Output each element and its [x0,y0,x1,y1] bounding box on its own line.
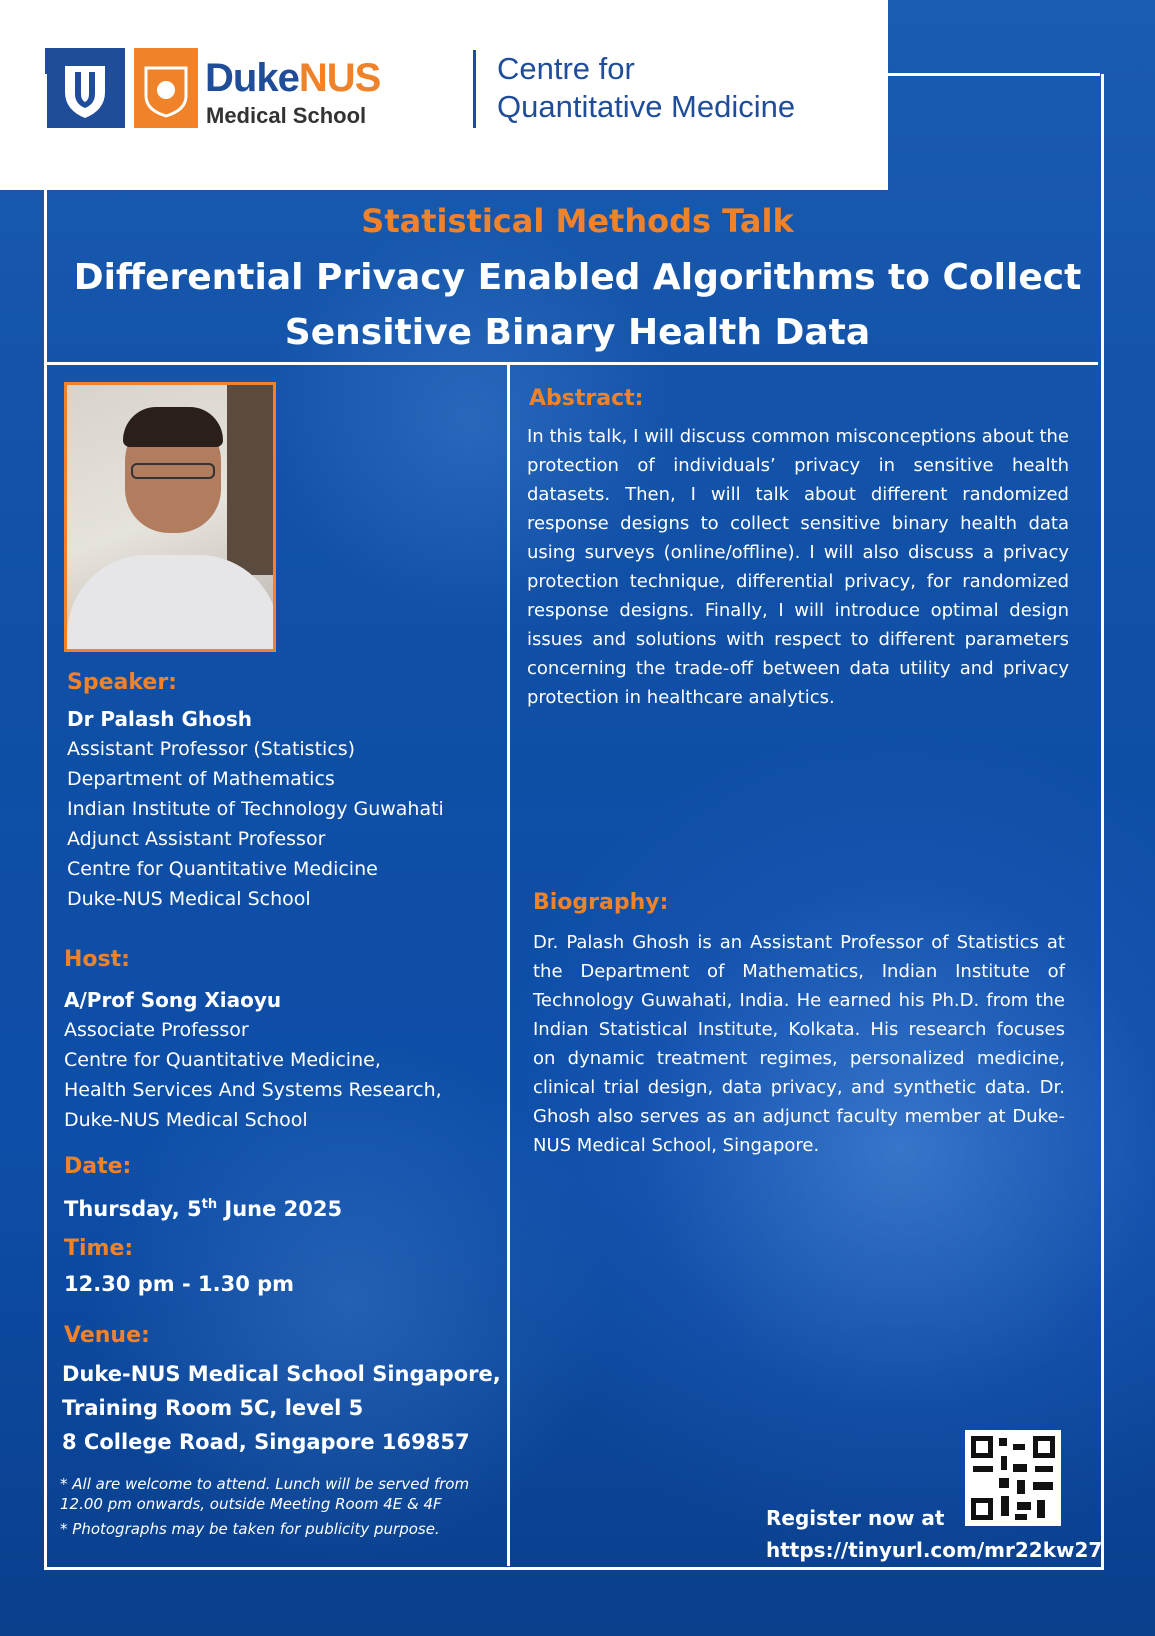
qr-module [1013,1444,1025,1450]
qr-module [1033,1482,1053,1490]
note-lunch-line2: 12.00 pm onwards, outside Meeting Room 4E & 4F [60,1495,442,1513]
qr-module [1001,1456,1007,1470]
biography-label: Biography: [533,890,669,915]
date-rest: June 2025 [217,1197,343,1221]
footnotes [60,1474,469,1539]
host-line: Duke-NUS Medical School [64,1109,308,1131]
speaker-label: Speaker: [67,670,177,695]
centre-line1: Centre for [497,51,635,86]
speaker-photo [64,382,276,652]
photo-shirt [67,555,276,652]
qr-module [1013,1464,1027,1472]
qr-finder [971,1436,993,1458]
speaker-details [67,704,444,914]
host-name: A/Prof Song Xiaoyu [64,988,282,1012]
qr-module [999,1478,1009,1488]
photo-background-window [227,385,276,575]
venue-details [62,1357,501,1459]
photo-hair [123,407,223,447]
outer-frame-top-right [886,73,1100,76]
host-line: Centre for Quantitative Medicine, [64,1049,381,1071]
venue-line: 8 College Road, Singapore 169857 [62,1430,470,1454]
register-link[interactable]: https://tinyurl.com/mr22kw27 [766,1538,1103,1562]
host-line: Associate Professor [64,1019,249,1041]
centre-line2: Quantitative Medicine [497,89,796,124]
abstract-text: In this talk, I will discuss common misconceptions about the protection of individuals’ privacy in sensitive health datasets. Then, I will talk about different randomized response designs to collect sensitive binary health data using surveys (online/offline). I will also discuss a privacy protection technique, differential privacy, for randomized response designs. Finally, I will introduce optimal design issues and solutions with respect to different parameters concerning the trade-off between data utility and privacy protection in healthcare analytics. [527,426,1069,708]
qr-module [973,1466,993,1472]
qr-module [1035,1466,1053,1472]
talk-title-line2: Sensitive Binary Health Data [284,312,871,353]
qr-module [999,1438,1007,1446]
date-label: Date: [64,1154,132,1179]
venue-line: Training Room 5C, level 5 [62,1396,364,1420]
venue-label: Venue: [64,1323,150,1348]
brand-part2: NUS [298,56,381,100]
qr-finder [1033,1436,1055,1458]
talk-title-line1: Differential Privacy Enabled Algorithms to Collect [73,257,1082,298]
time-value: 12.30 pm - 1.30 pm [64,1272,295,1296]
date-suffix: th [201,1197,218,1212]
venue-line: Duke-NUS Medical School Singapore, [62,1362,501,1386]
qr-module [1017,1480,1025,1494]
series-title: Statistical Methods Talk [361,202,794,240]
brand-subtitle: Medical School [206,103,367,128]
abstract-label: Abstract: [529,386,644,411]
host-label: Host: [64,947,130,972]
date-day: Thursday, 5 [64,1197,202,1221]
register-prompt: Register now at [766,1506,945,1530]
speaker-line: Centre for Quantitative Medicine [67,858,378,880]
note-lunch-line1: * All are welcome to attend. Lunch will be served from [60,1475,470,1493]
speaker-line: Department of Mathematics [67,768,335,790]
speaker-line: Assistant Professor (Statistics) [67,738,356,760]
speaker-name: Dr Palash Ghosh [67,707,253,731]
talk-title [60,250,1095,360]
column-divider [507,364,510,1566]
speaker-line: Indian Institute of Technology Guwahati [67,798,444,820]
time-label: Time: [64,1236,134,1261]
speaker-line: Duke-NUS Medical School [67,888,311,910]
host-line: Health Services And Systems Research, [64,1079,442,1101]
date-value [64,1188,342,1226]
biography-text: Dr. Palash Ghosh is an Assistant Professor of Statistics at the Department of Mathematics, Indian Institute of Technology Guwahati, India. He earned his Ph.D. from the Indian Statistical Institute, Kolkata. His research focuses on dynamic treatment regimes, personalized medicine, clinical trial design, data privacy, and synthetic data. Dr. Ghosh also serves as an adjunct faculty member at Duke-NUS Medical School, Singapore. [533,932,1065,1156]
title-divider [44,362,1098,365]
host-details [64,985,442,1135]
brand-part1: Duke [205,56,299,100]
speaker-line: Adjunct Assistant Professor [67,828,326,850]
register-block [766,1502,1102,1566]
photo-glasses [131,463,215,479]
note-photos: * Photographs may be taken for publicity purpose. [60,1520,440,1538]
